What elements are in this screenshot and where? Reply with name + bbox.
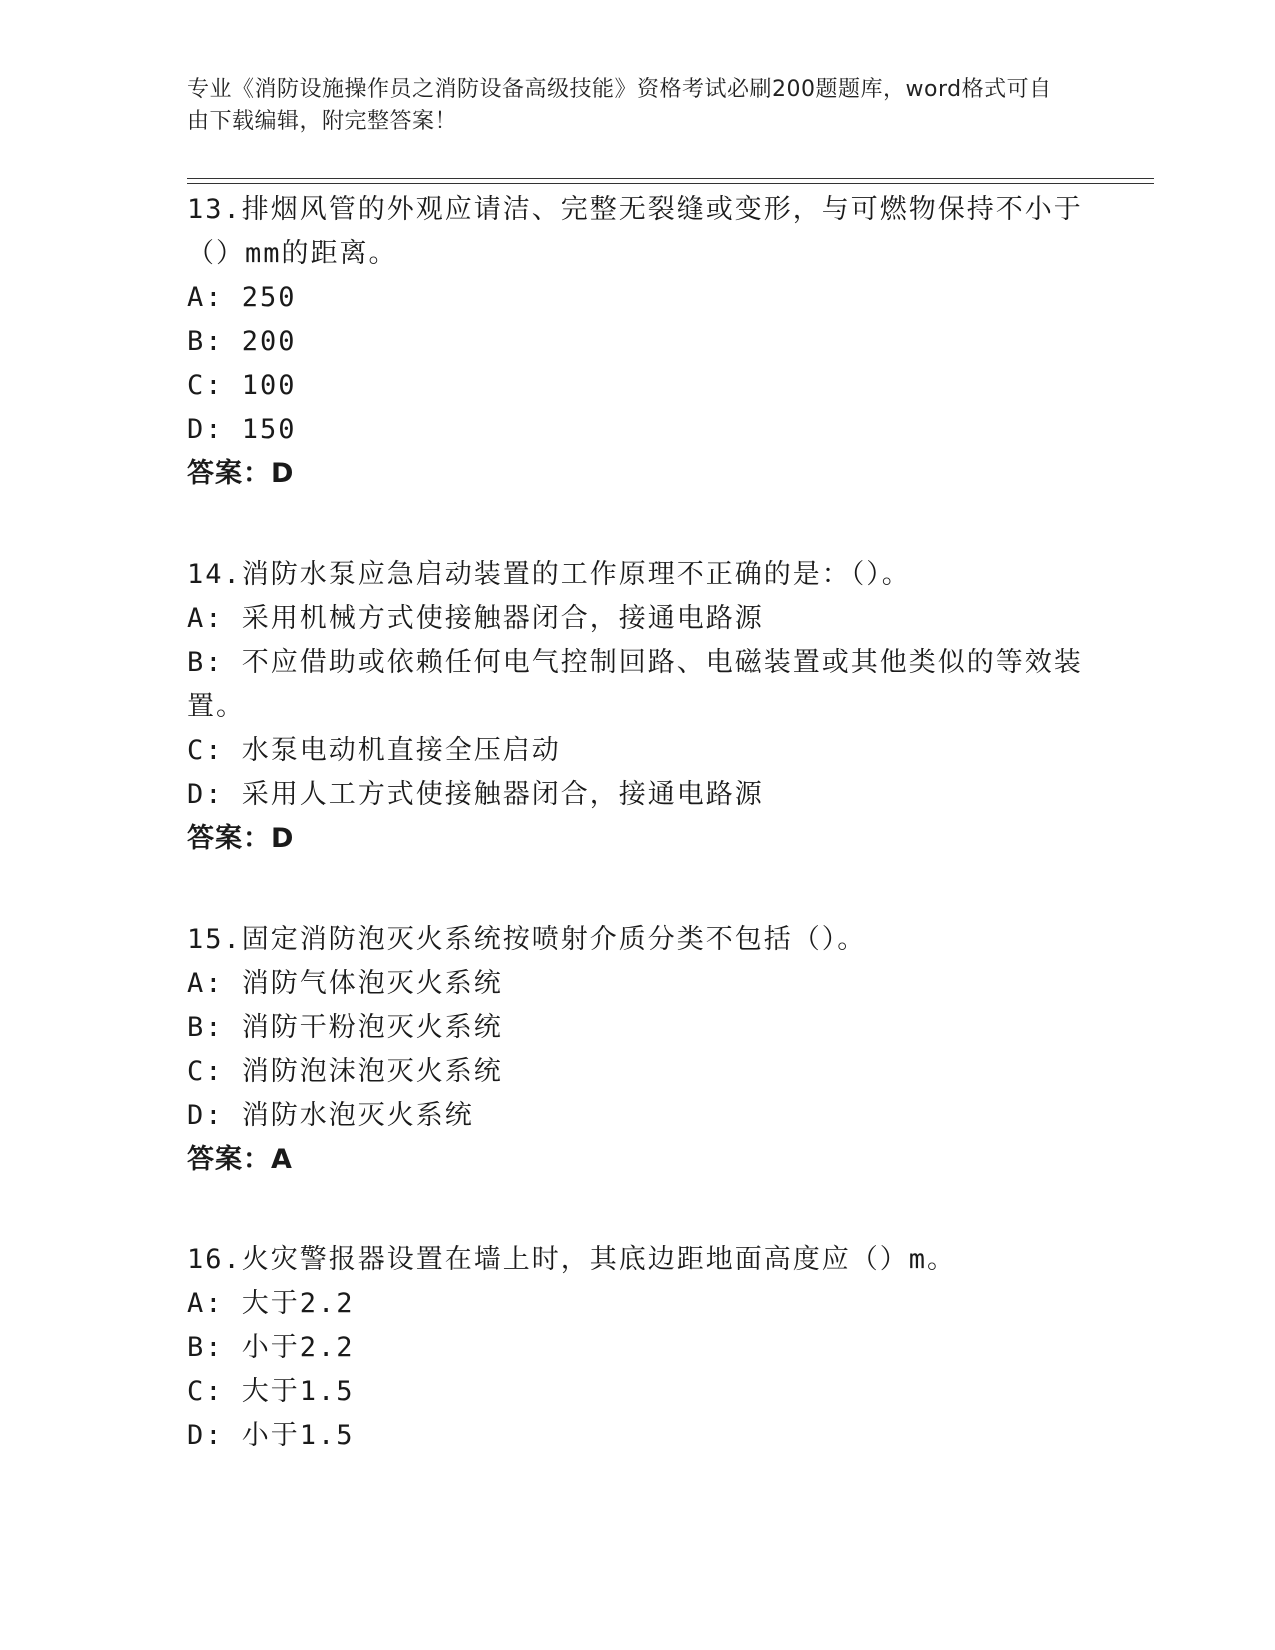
option-a: A: 大于2.2 (187, 1288, 355, 1319)
option-a: A: 250 (187, 282, 297, 313)
question-text: 13.排烟风管的外观应请洁、完整无裂缝或变形，与可燃物保持不小于（）mm的距离。 (187, 194, 1083, 269)
question-text: 14.消防水泵应急启动装置的工作原理不正确的是：（）。 (187, 559, 911, 590)
option-a: A: 采用机械方式使接触器闭合，接通电路源 (187, 603, 764, 634)
answer: 答案：A (187, 1144, 293, 1175)
question-16 (187, 1238, 1087, 1458)
option-b: B: 小于2.2 (187, 1332, 355, 1363)
question-text: 16.火灾警报器设置在墙上时，其底边距地面高度应（）m。 (187, 1244, 957, 1275)
question-text: 15.固定消防泡灭火系统按喷射介质分类不包括（）。 (187, 924, 867, 955)
option-d: D: 消防水泡灭火系统 (187, 1100, 474, 1131)
option-a: A: 消防气体泡灭火系统 (187, 968, 503, 999)
option-b: B: 不应借助或依赖任何电气控制回路、电磁装置或其他类似的等效装置。 (187, 647, 1083, 722)
option-c: C: 水泵电动机直接全压启动 (187, 735, 561, 766)
question-14 (187, 553, 1087, 861)
document-header: 专业《消防设施操作员之消防设备高级技能》资格考试必刷200题题库，word格式可自由下载编辑，附完整答案！ (187, 77, 1052, 134)
question-15 (187, 918, 1087, 1182)
answer: 答案：D (187, 458, 295, 489)
question-13 (187, 188, 1087, 496)
option-d: D: 小于1.5 (187, 1420, 355, 1451)
option-b: B: 200 (187, 326, 297, 357)
option-c: C: 100 (187, 370, 297, 401)
header-divider-line (187, 178, 1154, 179)
header-divider-line-second (187, 183, 1154, 184)
option-d: D: 150 (187, 414, 297, 445)
option-c: C: 大于1.5 (187, 1376, 355, 1407)
option-b: B: 消防干粉泡灭火系统 (187, 1012, 503, 1043)
option-c: C: 消防泡沫泡灭火系统 (187, 1056, 503, 1087)
option-d: D: 采用人工方式使接触器闭合，接通电路源 (187, 779, 764, 810)
answer: 答案：D (187, 823, 295, 854)
